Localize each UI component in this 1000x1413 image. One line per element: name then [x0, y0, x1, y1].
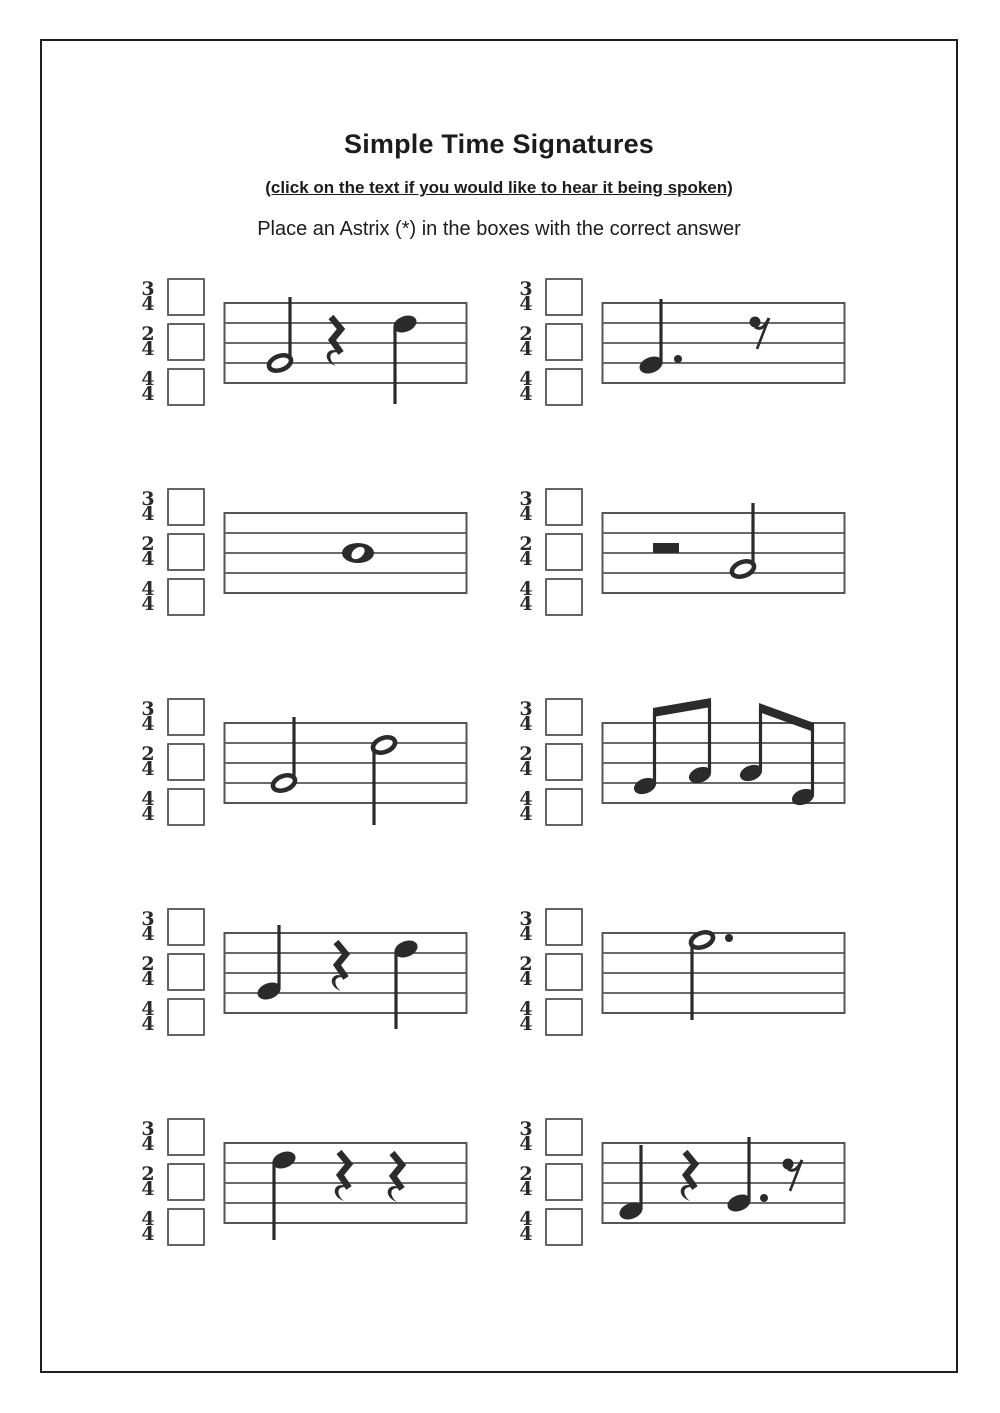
answer-box-10-4-4[interactable] — [545, 1208, 583, 1246]
ts-denominator: 4 — [141, 923, 155, 945]
augmentation-dot — [725, 934, 733, 942]
time-signature-options — [515, 488, 587, 616]
answer-box-3-3-4[interactable] — [167, 488, 205, 526]
time-signature-2-4 — [515, 952, 537, 990]
option-row — [137, 908, 209, 946]
time-signature-4-4 — [515, 787, 537, 825]
time-signature-4-4 — [137, 787, 159, 825]
option-row — [515, 1163, 587, 1201]
ts-denominator: 4 — [141, 758, 155, 780]
time-signature-2-4 — [137, 1162, 159, 1200]
option-row — [515, 698, 587, 736]
option-row — [137, 368, 209, 406]
half-rest — [653, 543, 679, 553]
exercise-4 — [499, 488, 956, 628]
time-signature-4-4 — [515, 1207, 537, 1245]
answer-box-1-2-4[interactable] — [167, 323, 205, 361]
quarter-rest — [327, 317, 341, 366]
ts-denominator: 4 — [141, 713, 155, 735]
ts-numerator: 2 — [519, 742, 533, 765]
time-signature-options — [137, 1118, 209, 1246]
ts-numerator: 3 — [519, 907, 533, 930]
option-row — [137, 323, 209, 361]
time-signature-3-4 — [137, 907, 159, 945]
answer-box-9-2-4[interactable] — [167, 1163, 205, 1201]
ts-numerator: 3 — [519, 697, 533, 720]
option-row — [515, 533, 587, 571]
time-signature-4-4 — [137, 1207, 159, 1245]
time-signature-3-4 — [515, 1117, 537, 1155]
ts-numerator: 4 — [519, 1207, 533, 1230]
option-row — [515, 1118, 587, 1156]
answer-box-8-3-4[interactable] — [545, 908, 583, 946]
quarter-note-stem-down — [391, 312, 419, 404]
ts-numerator: 4 — [519, 997, 533, 1020]
exercise-7 — [42, 908, 499, 1048]
ts-numerator: 3 — [141, 1117, 155, 1140]
time-signature-3-4 — [515, 277, 537, 315]
ts-numerator: 2 — [519, 532, 533, 555]
ts-denominator: 4 — [519, 803, 533, 825]
time-signature-options — [137, 698, 209, 826]
option-row — [137, 578, 209, 616]
option-row — [137, 488, 209, 526]
ts-denominator: 4 — [519, 1223, 533, 1245]
exercise-10 — [499, 1118, 956, 1258]
answer-box-5-3-4[interactable] — [167, 698, 205, 736]
answer-box-1-3-4[interactable] — [167, 278, 205, 316]
answer-box-4-4-4[interactable] — [545, 578, 583, 616]
ts-numerator: 3 — [141, 697, 155, 720]
ts-numerator: 2 — [519, 1162, 533, 1185]
answer-box-8-2-4[interactable] — [545, 953, 583, 991]
answer-box-2-2-4[interactable] — [545, 323, 583, 361]
option-row — [515, 1208, 587, 1246]
ts-denominator: 4 — [519, 1178, 533, 1200]
answer-box-4-2-4[interactable] — [545, 533, 583, 571]
time-signature-4-4 — [515, 997, 537, 1035]
half-note-stem-down — [689, 929, 715, 1020]
quarter-note-stem-up — [255, 925, 283, 1003]
option-row — [515, 908, 587, 946]
eighth-rest — [783, 1159, 803, 1192]
beamed-eighth-pair-descending — [738, 703, 817, 808]
ts-numerator: 4 — [519, 577, 533, 600]
ts-denominator: 4 — [519, 593, 533, 615]
ts-numerator: 2 — [519, 952, 533, 975]
option-row — [515, 278, 587, 316]
time-signature-4-4 — [137, 367, 159, 405]
ts-denominator: 4 — [141, 968, 155, 990]
time-signature-4-4 — [515, 577, 537, 615]
quarter-note-stem-up — [725, 1137, 753, 1215]
ts-denominator: 4 — [141, 593, 155, 615]
answer-box-10-3-4[interactable] — [545, 1118, 583, 1156]
staff-9 — [223, 1113, 468, 1253]
option-row — [515, 323, 587, 361]
time-signature-2-4 — [515, 742, 537, 780]
time-signature-options — [137, 908, 209, 1036]
staff-2 — [601, 273, 846, 413]
time-signature-3-4 — [515, 907, 537, 945]
time-signature-3-4 — [515, 487, 537, 525]
staff-6 — [601, 693, 846, 833]
instruction-text[interactable]: Place an Astrix (*) in the boxes with the correct answer — [257, 218, 741, 240]
time-signature-2-4 — [137, 742, 159, 780]
answer-box-10-2-4[interactable] — [545, 1163, 583, 1201]
staff-1 — [223, 273, 468, 413]
option-row — [137, 743, 209, 781]
staff-5 — [223, 693, 468, 833]
answer-box-3-4-4[interactable] — [167, 578, 205, 616]
ts-denominator: 4 — [519, 338, 533, 360]
option-row — [137, 1163, 209, 1201]
ts-denominator: 4 — [141, 1013, 155, 1035]
time-signature-2-4 — [137, 952, 159, 990]
staff-8 — [601, 903, 846, 1043]
ts-denominator: 4 — [141, 383, 155, 405]
ts-numerator: 2 — [141, 532, 155, 555]
answer-box-4-3-4[interactable] — [545, 488, 583, 526]
worksheet-page — [40, 39, 958, 1373]
page-title[interactable]: Simple Time Signatures — [344, 129, 654, 159]
ts-numerator: 4 — [141, 577, 155, 600]
ts-denominator: 4 — [519, 713, 533, 735]
exercises-grid — [42, 278, 956, 1258]
option-row — [137, 698, 209, 736]
answer-box-9-4-4[interactable] — [167, 1208, 205, 1246]
answer-box-7-2-4[interactable] — [167, 953, 205, 991]
answer-box-3-2-4[interactable] — [167, 533, 205, 571]
option-row — [137, 953, 209, 991]
ts-numerator: 2 — [141, 322, 155, 345]
option-row — [137, 278, 209, 316]
exercise-1 — [42, 278, 499, 418]
quarter-rest — [388, 1153, 402, 1202]
option-row — [515, 788, 587, 826]
time-signature-4-4 — [137, 997, 159, 1035]
time-signature-options — [515, 1118, 587, 1246]
answer-box-1-4-4[interactable] — [167, 368, 205, 406]
half-note-stem-down — [371, 734, 397, 825]
option-row — [515, 578, 587, 616]
exercise-3 — [42, 488, 499, 628]
answer-box-2-4-4[interactable] — [545, 368, 583, 406]
exercise-5 — [42, 698, 499, 838]
ts-numerator: 3 — [519, 1117, 533, 1140]
option-row — [515, 488, 587, 526]
ts-denominator: 4 — [141, 1133, 155, 1155]
answer-box-6-3-4[interactable] — [545, 698, 583, 736]
worksheet-header — [42, 41, 956, 242]
exercise-8 — [499, 908, 956, 1048]
answer-box-9-3-4[interactable] — [167, 1118, 205, 1156]
ts-numerator: 3 — [519, 487, 533, 510]
time-signature-options — [515, 908, 587, 1036]
answer-box-7-3-4[interactable] — [167, 908, 205, 946]
augmentation-dot — [760, 1194, 768, 1202]
ts-numerator: 3 — [141, 277, 155, 300]
half-note-stem-up — [271, 717, 297, 794]
ts-denominator: 4 — [141, 503, 155, 525]
whole-note — [342, 543, 374, 563]
quarter-rest — [335, 1152, 349, 1201]
ts-numerator: 4 — [141, 367, 155, 390]
time-signature-options — [515, 698, 587, 826]
time-signature-options — [137, 278, 209, 406]
answer-box-2-3-4[interactable] — [545, 278, 583, 316]
option-row — [515, 743, 587, 781]
time-signature-3-4 — [137, 697, 159, 735]
time-signature-3-4 — [137, 1117, 159, 1155]
ts-numerator: 3 — [141, 907, 155, 930]
staff-10 — [601, 1113, 846, 1253]
ts-numerator: 2 — [141, 952, 155, 975]
staff-7 — [223, 903, 468, 1043]
ts-numerator: 4 — [141, 997, 155, 1020]
ts-denominator: 4 — [141, 1223, 155, 1245]
ts-numerator: 4 — [519, 787, 533, 810]
ts-numerator: 3 — [519, 277, 533, 300]
time-signature-4-4 — [137, 577, 159, 615]
option-row — [515, 953, 587, 991]
ts-denominator: 4 — [519, 968, 533, 990]
time-signature-2-4 — [515, 1162, 537, 1200]
ts-numerator: 4 — [141, 1207, 155, 1230]
augmentation-dot — [674, 355, 682, 363]
answer-box-8-4-4[interactable] — [545, 998, 583, 1036]
time-signature-2-4 — [137, 532, 159, 570]
option-row — [137, 788, 209, 826]
ts-numerator: 2 — [141, 742, 155, 765]
ts-denominator: 4 — [519, 1133, 533, 1155]
time-signature-3-4 — [137, 277, 159, 315]
ts-numerator: 3 — [141, 487, 155, 510]
ts-numerator: 2 — [141, 1162, 155, 1185]
ts-denominator: 4 — [141, 1178, 155, 1200]
time-signature-3-4 — [515, 697, 537, 735]
ts-denominator: 4 — [519, 1013, 533, 1035]
answer-box-5-2-4[interactable] — [167, 743, 205, 781]
quarter-note-stem-down — [270, 1148, 298, 1240]
option-row — [137, 1208, 209, 1246]
time-signature-3-4 — [137, 487, 159, 525]
ts-denominator: 4 — [519, 503, 533, 525]
answer-box-6-2-4[interactable] — [545, 743, 583, 781]
half-note-stem-up — [730, 503, 756, 580]
exercise-9 — [42, 1118, 499, 1258]
staff-4 — [601, 483, 846, 623]
ts-numerator: 4 — [141, 787, 155, 810]
eighth-rest — [750, 317, 770, 350]
ts-denominator: 4 — [519, 923, 533, 945]
option-row — [137, 998, 209, 1036]
answer-box-7-4-4[interactable] — [167, 998, 205, 1036]
subtitle-speak-hint[interactable]: (click on the text if you would like to hear it being spoken) — [265, 178, 733, 197]
option-row — [137, 533, 209, 571]
quarter-rest — [681, 1152, 695, 1201]
half-note-stem-up — [267, 297, 293, 374]
ts-denominator: 4 — [141, 548, 155, 570]
quarter-note-stem-up — [637, 299, 665, 377]
answer-box-6-4-4[interactable] — [545, 788, 583, 826]
ts-denominator: 4 — [141, 338, 155, 360]
option-row — [515, 998, 587, 1036]
ts-denominator: 4 — [519, 758, 533, 780]
option-row — [515, 368, 587, 406]
time-signature-options — [137, 488, 209, 616]
ts-denominator: 4 — [141, 293, 155, 315]
ts-numerator: 4 — [519, 367, 533, 390]
time-signature-options — [515, 278, 587, 406]
option-row — [137, 1118, 209, 1156]
time-signature-4-4 — [515, 367, 537, 405]
answer-box-5-4-4[interactable] — [167, 788, 205, 826]
ts-denominator: 4 — [519, 383, 533, 405]
time-signature-2-4 — [515, 532, 537, 570]
quarter-note-stem-down — [392, 937, 420, 1029]
ts-denominator: 4 — [519, 293, 533, 315]
exercise-6 — [499, 698, 956, 838]
ts-denominator: 4 — [141, 803, 155, 825]
exercise-2 — [499, 278, 956, 418]
ts-denominator: 4 — [519, 548, 533, 570]
time-signature-2-4 — [515, 322, 537, 360]
quarter-rest — [332, 942, 346, 991]
time-signature-2-4 — [137, 322, 159, 360]
ts-numerator: 2 — [519, 322, 533, 345]
staff-3 — [223, 483, 468, 623]
